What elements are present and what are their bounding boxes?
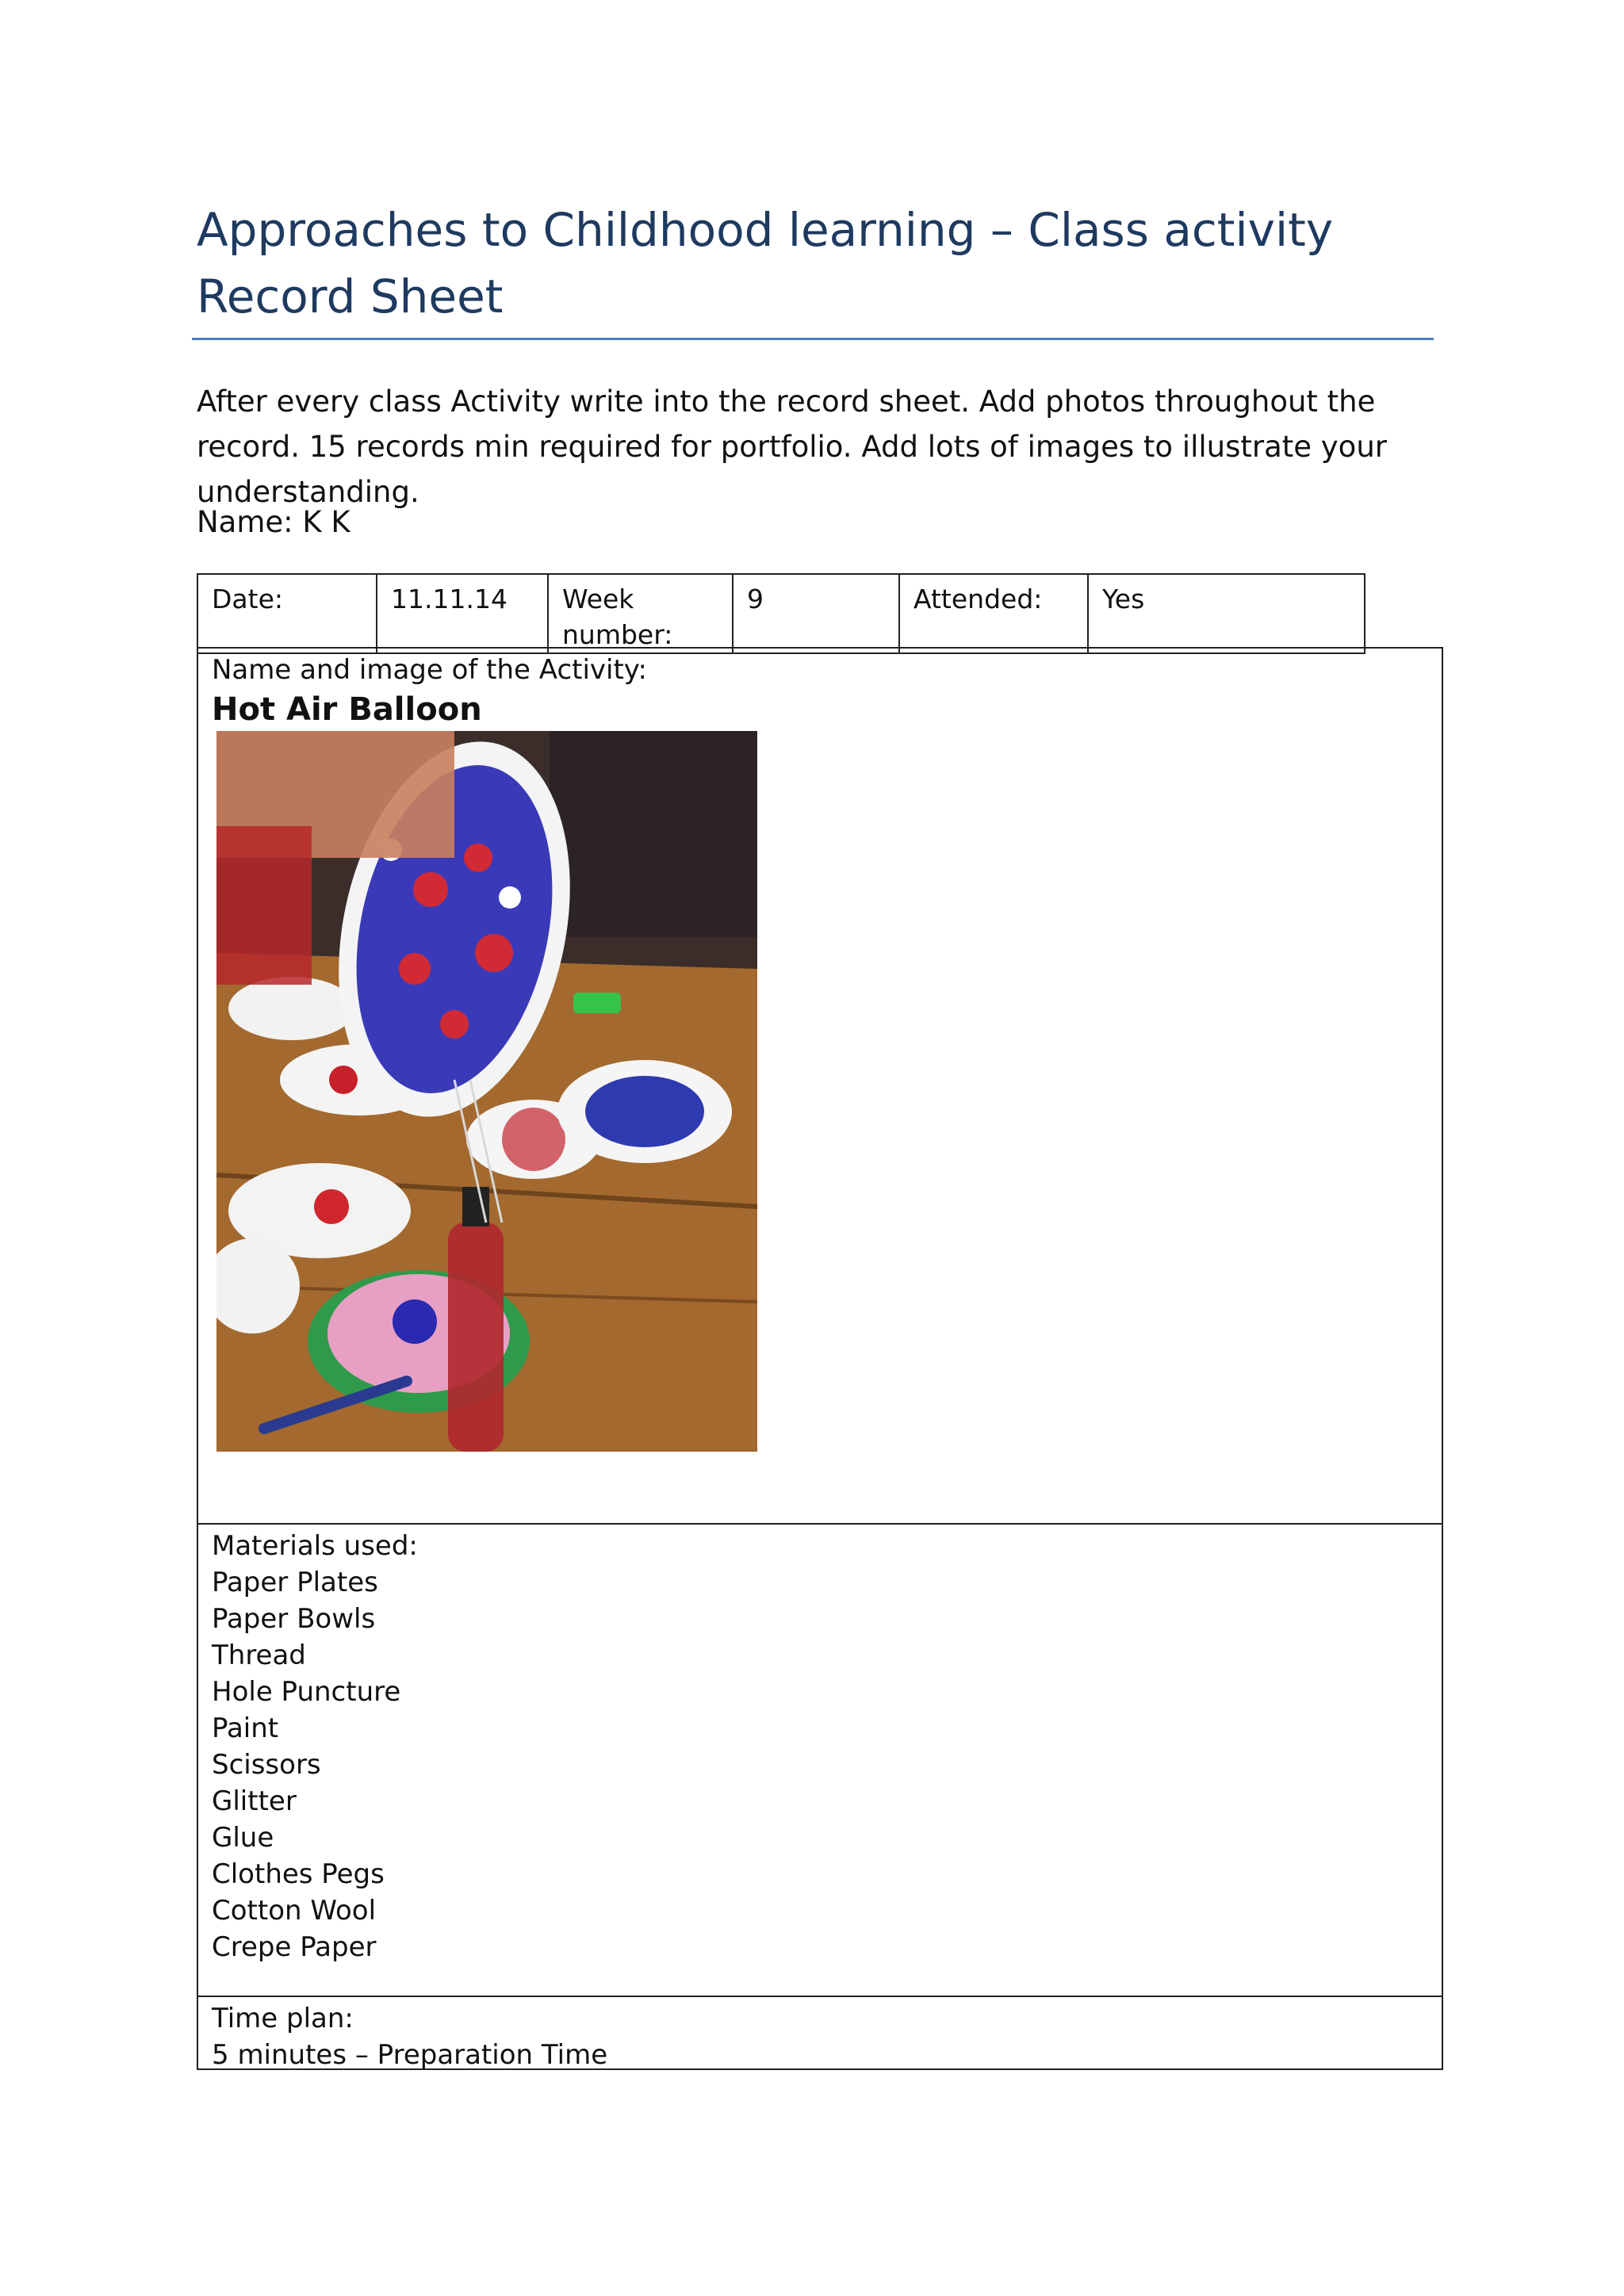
materials-list: [212, 1564, 1428, 1965]
material-item: Thread: [212, 1640, 306, 1671]
date-value: 11.11.14: [377, 574, 548, 653]
attended-label: Attended:: [899, 574, 1088, 653]
material-item: Glue: [212, 1822, 274, 1854]
record-info-table: [197, 573, 1365, 654]
attended-value: Yes: [1088, 574, 1365, 653]
material-item: Crepe Paper: [212, 1931, 377, 1963]
record-details-box: [197, 647, 1443, 2070]
time-plan-section: [198, 1996, 1442, 2070]
instructions-paragraph: After every class Activity write into the record sheet. Add photos throughout the record. 15 records min required for portfolio. Add lots of images to illustrate your understanding.: [197, 385, 1387, 509]
page-title: Approaches to Childhood learning – Class activity Record Sheet: [197, 203, 1334, 323]
materials-section: [198, 1523, 1442, 1996]
date-label: Date:: [197, 574, 377, 653]
week-number-label: Week number:: [548, 574, 733, 653]
material-item: Paint: [212, 1712, 279, 1744]
student-name: Name: K K: [197, 505, 350, 539]
material-item: Scissors: [212, 1749, 321, 1781]
material-item: Cotton Wool: [212, 1895, 377, 1927]
activity-section: [198, 649, 1442, 1523]
record-info-row: [197, 574, 1365, 653]
activity-label: Name and image of the Activity:: [212, 654, 647, 686]
material-item: Paper Bowls: [212, 1603, 376, 1635]
week-number-value: 9: [733, 574, 899, 653]
materials-label: Materials used:: [212, 1530, 418, 1562]
material-item: Glitter: [212, 1785, 297, 1817]
title-underline: [192, 338, 1434, 340]
time-plan-item: 5 minutes – Preparation Time: [212, 2039, 608, 2071]
activity-photo: [216, 731, 757, 1452]
activity-name: Hot Air Balloon: [212, 691, 482, 728]
material-item: Paper Plates: [212, 1567, 378, 1598]
material-item: Clothes Pegs: [212, 1858, 385, 1890]
material-item: Hole Puncture: [212, 1676, 401, 1708]
time-plan-label: Time plan:: [212, 2003, 354, 2034]
